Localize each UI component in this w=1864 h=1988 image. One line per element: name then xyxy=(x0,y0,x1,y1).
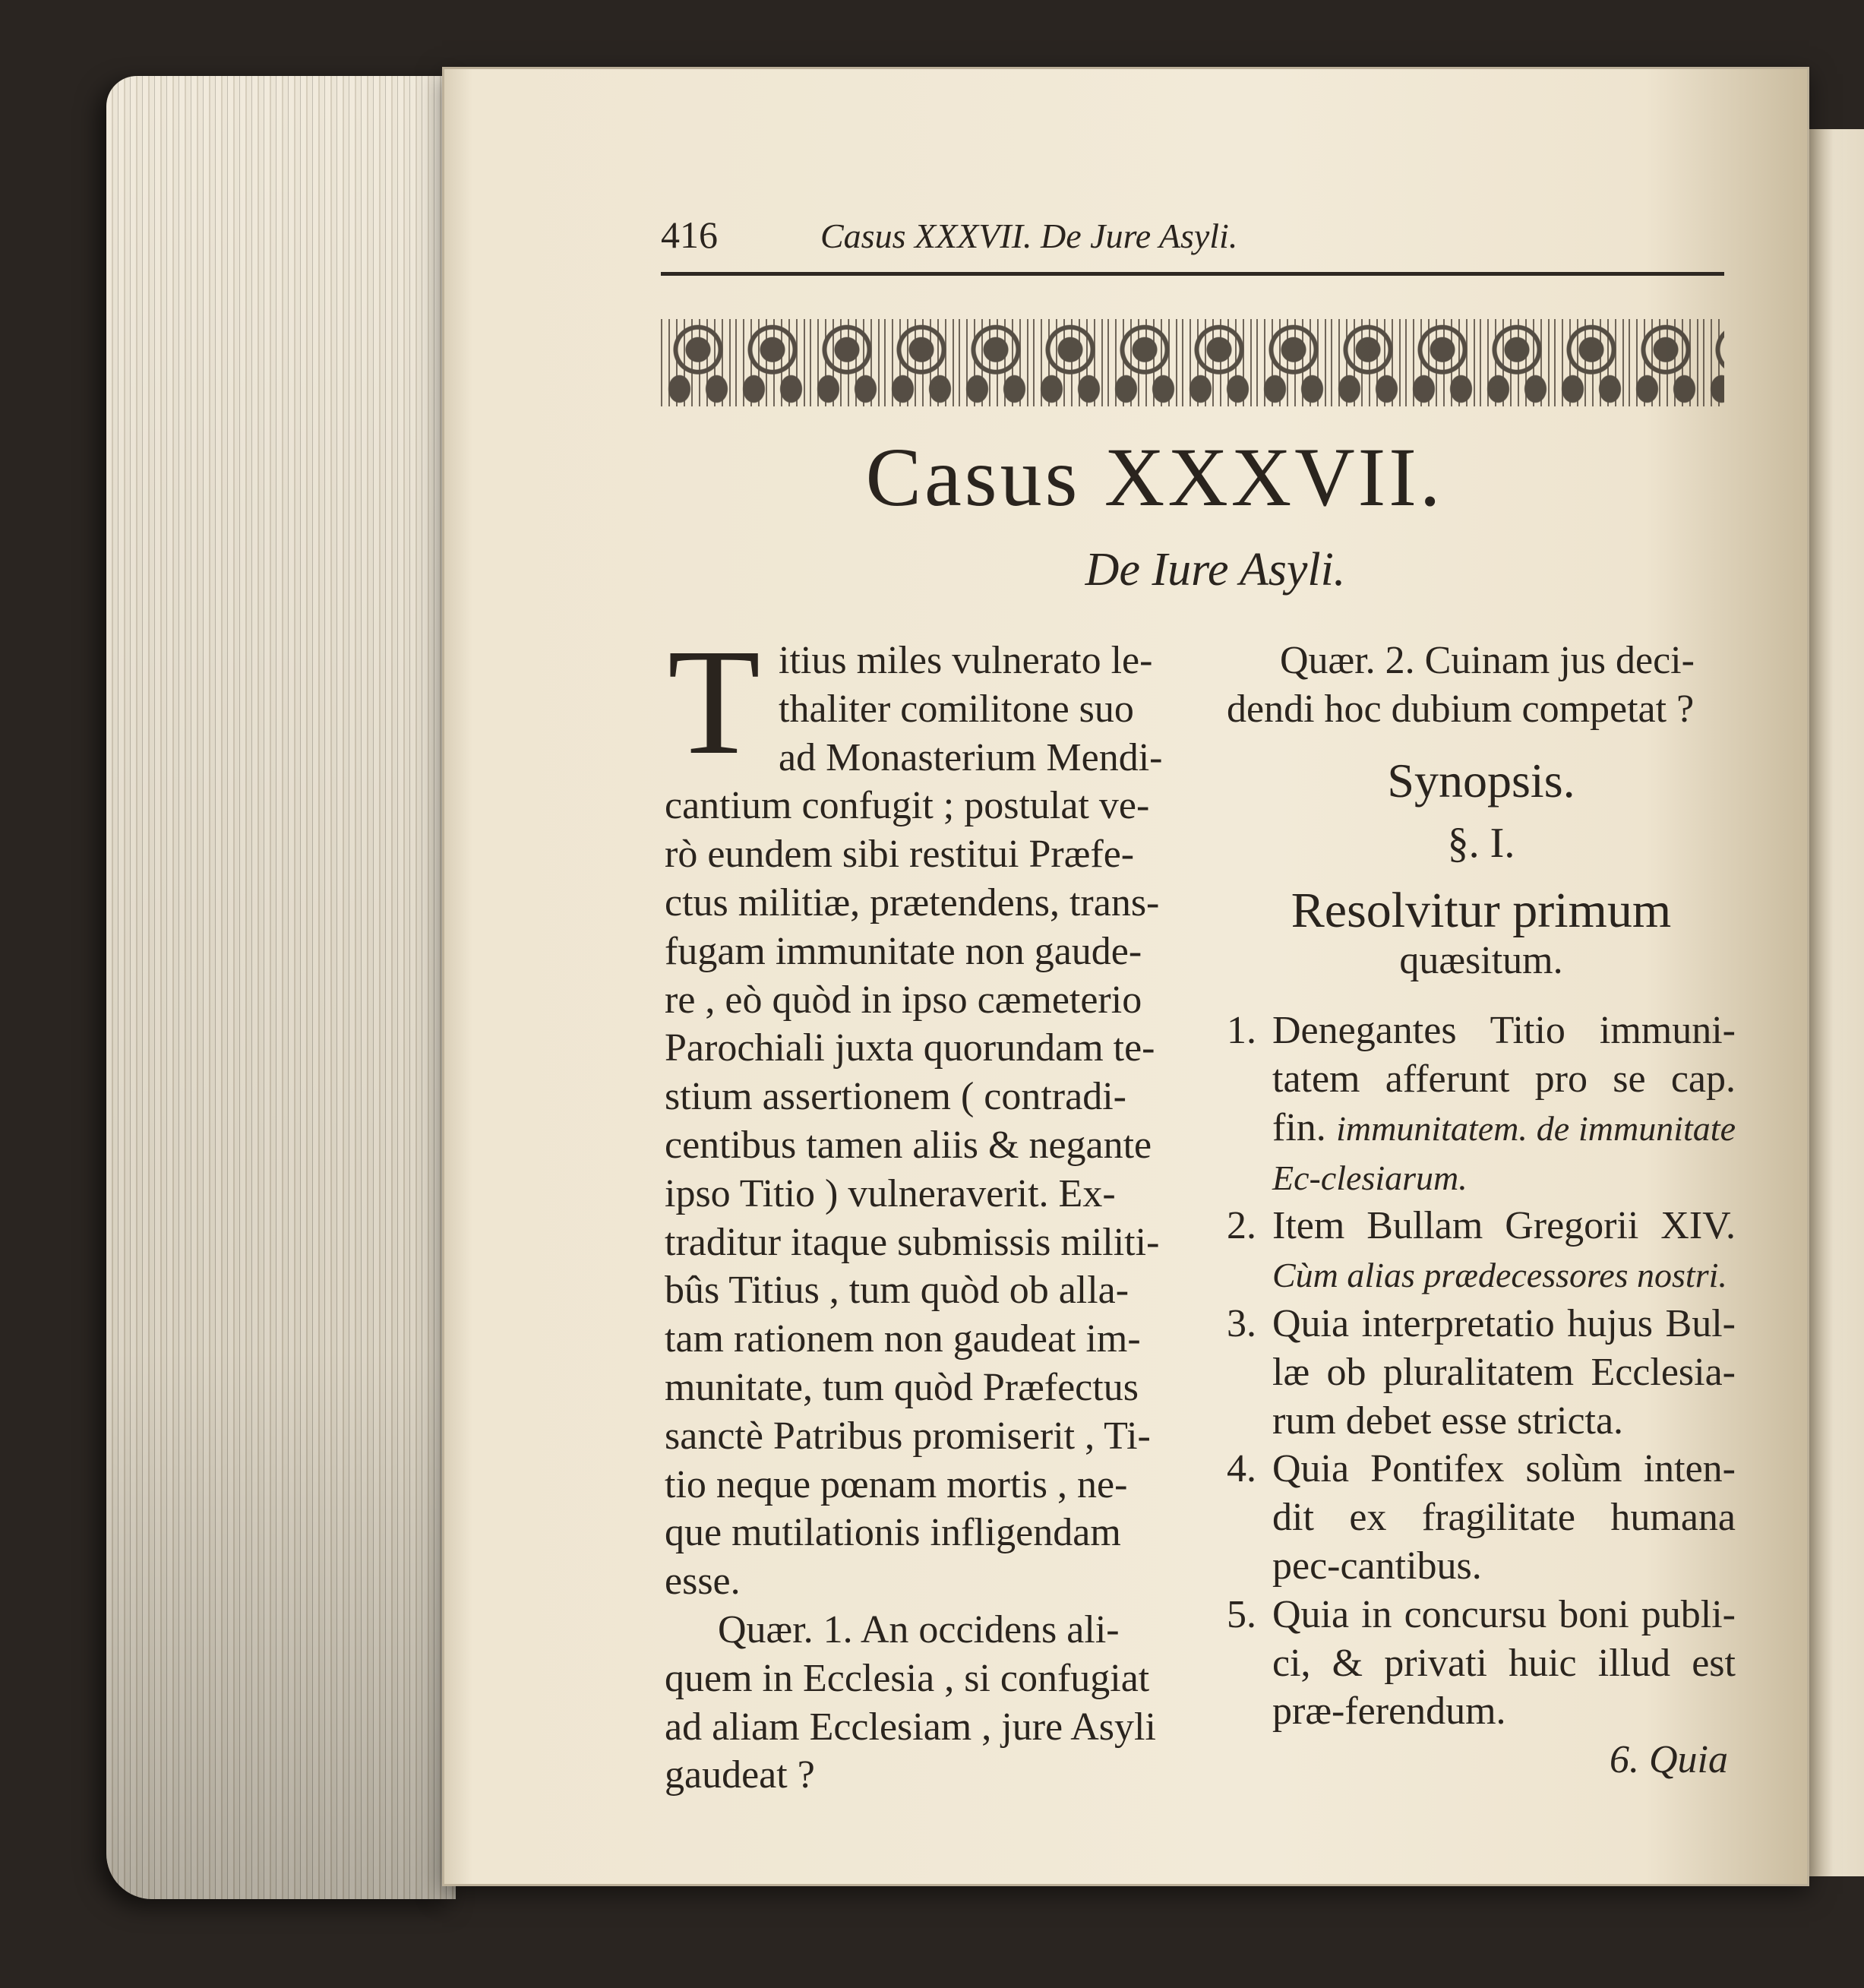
text-line: traditur itaque submissis militi- xyxy=(665,1220,1160,1264)
text-line: munitate, tum quòd Præfectus xyxy=(665,1365,1139,1409)
facing-page-edge xyxy=(1802,129,1864,1876)
text-line: que mutilationis infligendam xyxy=(665,1511,1121,1555)
text-line: dendi hoc dubium competat ? xyxy=(1227,687,1695,731)
text-line: rò eundem sibi restitui Præfe- xyxy=(665,833,1135,877)
question-1 xyxy=(665,1606,1196,1800)
chapter-title: Casus XXXVII. xyxy=(865,431,1444,523)
text-line: esse. xyxy=(665,1560,741,1604)
list-item xyxy=(1227,1007,1736,1202)
page-number: 416 xyxy=(661,213,718,256)
item-text: Quia in concursu boni publi-ci, & privati huic illud est præ-ferendum. xyxy=(1272,1592,1736,1734)
text-line: Quær. 2. Cuinam jus deci- xyxy=(1280,639,1695,682)
list-item xyxy=(1227,1202,1736,1300)
synopsis-list xyxy=(1227,1007,1736,1784)
text-line: itius miles vulnerato le- xyxy=(779,639,1153,682)
item-text: Item Bullam Gregorii XIV. xyxy=(1272,1204,1736,1248)
opening-paragraph xyxy=(665,618,1196,1606)
question-2 xyxy=(1227,637,1736,734)
text-line: ctus militiæ, prætendens, trans- xyxy=(665,880,1160,924)
item-citation: Cùm alias prædecessores nostri. xyxy=(1272,1256,1727,1295)
section-heading: §. I. xyxy=(1447,820,1515,868)
catchword: 6. Quia xyxy=(1610,1738,1728,1782)
item-citation: immunitatem. de immunitate Ec-clesiarum. xyxy=(1272,1108,1736,1197)
drop-cap: T xyxy=(667,618,761,786)
list-item xyxy=(1227,1591,1736,1736)
running-head xyxy=(661,213,1724,273)
page-edges xyxy=(106,76,456,1899)
right-column xyxy=(1227,637,1736,1784)
item-text: Denegantes Titio immuni-tatem afferunt pro se cap. fin. xyxy=(1272,1009,1736,1149)
text-line: ad Monasterium Mendi- xyxy=(779,735,1163,779)
header-rule xyxy=(661,272,1724,276)
text-line: ad aliam Ecclesiam , jure Asyli xyxy=(665,1705,1156,1749)
text-line: gaudeat ? xyxy=(665,1753,815,1797)
item-number: 3. xyxy=(1227,1301,1256,1345)
text-line: stium assertionem ( contradi- xyxy=(665,1075,1126,1119)
item-number: 2. xyxy=(1227,1204,1256,1248)
text-line: sanctè Patribus promiserit , Ti- xyxy=(665,1414,1151,1458)
text-line: ipso Titio ) vulneraverit. Ex- xyxy=(665,1171,1116,1215)
list-item xyxy=(1227,1300,1736,1445)
item-text: Quia Pontifex solùm inten-dit ex fragilitate humana pec-cantibus. xyxy=(1272,1447,1736,1588)
text-line: quem in Ecclesia , si confugiat xyxy=(665,1656,1150,1700)
text-line: fugam immunitate non gaude- xyxy=(665,929,1142,973)
catchword-line xyxy=(1227,1736,1736,1784)
item-text: Quia interpretatio hujus Bul-læ ob pluralitatem Ecclesia-rum debet esse stricta. xyxy=(1272,1301,1736,1443)
ornament-band xyxy=(661,319,1724,406)
item-number: 4. xyxy=(1227,1447,1256,1491)
list-item xyxy=(1227,1445,1736,1590)
text-line: thaliter comilitone suo xyxy=(779,687,1134,731)
text-line: Parochiali juxta quorundam te- xyxy=(665,1026,1155,1070)
text-line: tio neque pœnam mortis , ne- xyxy=(665,1462,1128,1506)
synopsis-heading: Synopsis. xyxy=(1387,753,1575,808)
item-number: 1. xyxy=(1227,1009,1256,1053)
resolution-heading-2: quæsitum. xyxy=(1399,939,1563,983)
text-line: bûs Titius , tum quòd ob alla- xyxy=(665,1269,1129,1313)
chapter-subtitle: De Iure Asyli. xyxy=(1085,544,1346,596)
left-column xyxy=(665,618,1196,1800)
text-line: tam rationem non gaudeat im- xyxy=(665,1317,1141,1361)
resolution-heading: Resolvitur primum xyxy=(1291,883,1672,939)
text-line: re , eò quòd in ipso cæmeterio xyxy=(665,978,1142,1022)
text-line: Quær. 1. An occidens ali- xyxy=(718,1607,1120,1651)
text-line: centibus tamen aliis & negante xyxy=(665,1123,1152,1167)
item-number: 5. xyxy=(1227,1592,1256,1636)
running-title: Casus XXXVII. De Jure Asyli. xyxy=(820,216,1238,255)
text-line: cantium confugit ; postulat ve- xyxy=(665,784,1150,828)
